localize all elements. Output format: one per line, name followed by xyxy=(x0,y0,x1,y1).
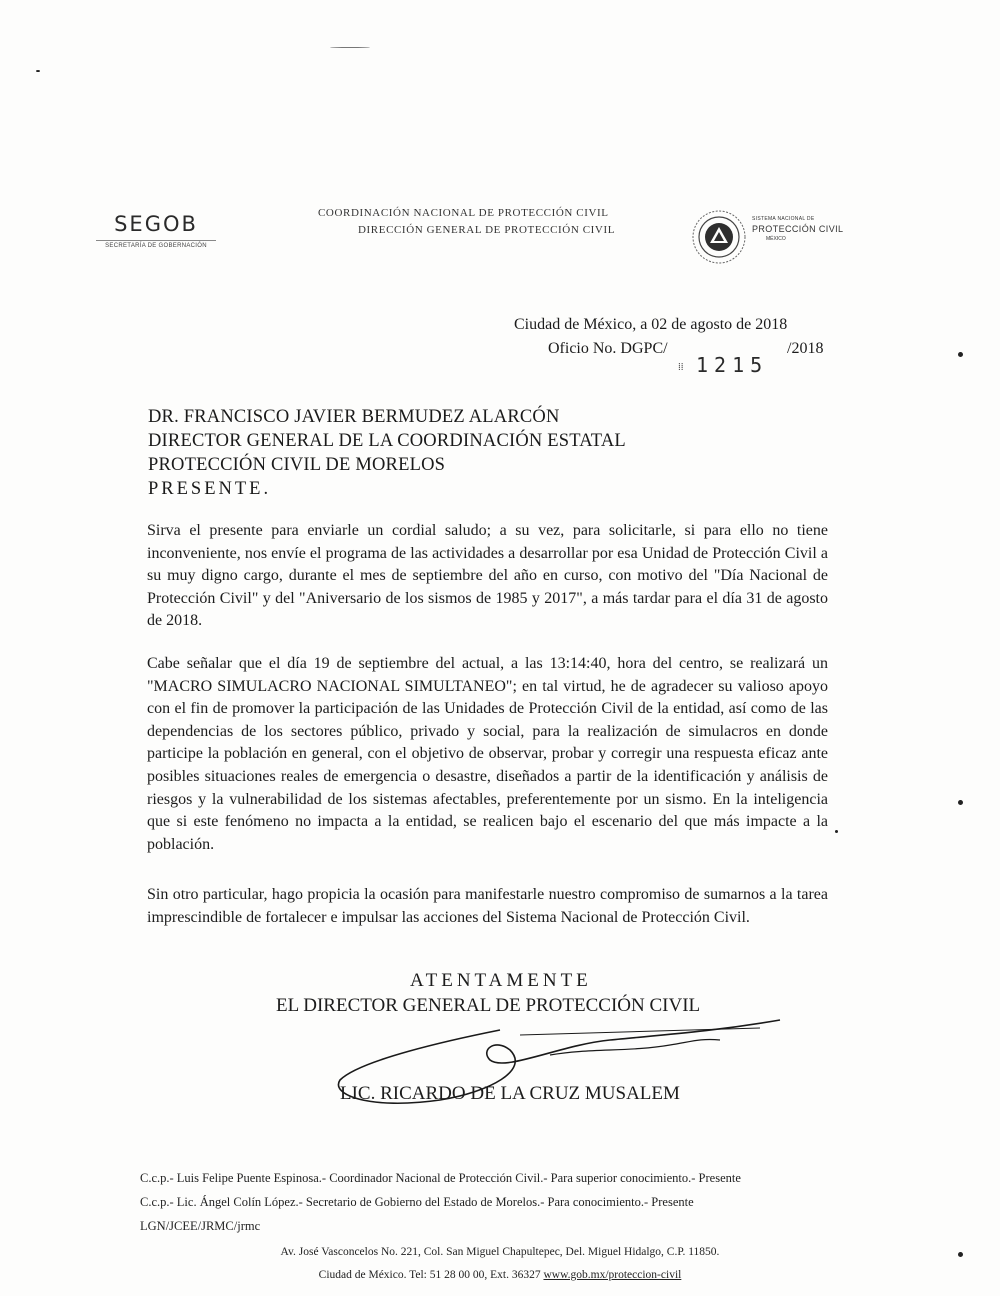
footer-website-link[interactable]: www.gob.mx/proteccion-civil xyxy=(543,1269,682,1281)
letterhead-agency xyxy=(318,207,658,236)
oficio-year: /2018 xyxy=(787,340,824,357)
scan-speck xyxy=(958,352,963,357)
scan-speck xyxy=(36,70,40,72)
addressee-name: DR. FRANCISCO JAVIER BERMUDEZ ALARCÓN xyxy=(148,407,560,427)
pc-logo-main: PROTECCIÓN CIVIL xyxy=(752,224,844,234)
addressee-title: DIRECTOR GENERAL DE LA COORDINACIÓN ESTATAL xyxy=(148,431,626,451)
proteccion-civil-seal-icon xyxy=(690,208,748,266)
cc-line-2: C.c.p.- Lic. Ángel Colín López.- Secretario de Gobierno del Estado de Morelos.- Para conocimiento.- Presente xyxy=(140,1195,694,1209)
presente-label: PRESENTE. xyxy=(148,479,272,499)
footer-address: Av. José Vasconcelos No. 221, Col. San Miguel Chapultepec, Del. Miguel Hidalgo, C.P. 11850. xyxy=(280,1246,720,1258)
proteccion-civil-logo xyxy=(752,216,862,242)
signer-title: EL DIRECTOR GENERAL DE PROTECCIÓN CIVIL xyxy=(276,995,701,1016)
closing-atentamente: ATENTAMENTE xyxy=(410,970,592,991)
pc-logo-small: SISTEMA NACIONAL DE xyxy=(752,216,815,222)
scan-speck xyxy=(958,800,963,805)
cc-initials: LGN/JCEE/JRMC/jrmc xyxy=(140,1219,261,1233)
date-line: Ciudad de México, a 02 de agosto de 2018 xyxy=(514,316,788,333)
segob-subtitle: SECRETARÍA DE GOBERNACIÓN xyxy=(96,240,216,249)
scan-speck xyxy=(958,1252,963,1257)
stamp-mark: ⁞⁞ xyxy=(678,362,684,373)
addressee-org: PROTECCIÓN CIVIL DE MORELOS xyxy=(148,455,446,475)
paragraph-request: Sirva el presente para enviarle un cordial saludo; a su vez, para solicitarle, si para ello no tiene inconveniente, nos envíe el programa de las actividades a desarrollar por esa Unidad de Protección Civil a su muy digno cargo, durante el mes de septiembre del año en curso, con motivo del "Día Nacional de Protección Civil" y del "Aniversario de los sismos de 1985 y 2017", a más tardar para el día 31 de agosto de 2018. xyxy=(147,522,828,630)
direction-line: DIRECCIÓN GENERAL DE PROTECCIÓN CIVIL xyxy=(358,224,616,236)
pc-logo-sub: MÉXICO xyxy=(766,236,786,242)
coordination-line: COORDINACIÓN NACIONAL DE PROTECCIÓN CIVIL xyxy=(318,207,609,219)
paragraph-closing: Sin otro particular, hago propicia la ocasión para manifestarle nuestro compromiso de sumarnos a la tarea imprescindible de fortalecer e impulsar las acciones del Sistema Nacional de Protección Civil. xyxy=(147,886,828,926)
footer-contact: Ciudad de México. Tel: 51 28 00 00, Ext. 36327 xyxy=(318,1269,541,1281)
scan-speck xyxy=(330,47,370,48)
scan-speck xyxy=(835,830,838,833)
segob-logo xyxy=(96,212,216,249)
segob-logo-text: SEGOB xyxy=(114,212,198,236)
oficio-prefix: Oficio No. DGPC/ xyxy=(548,340,668,357)
cc-line-1: C.c.p.- Luis Felipe Puente Espinosa.- Coordinador Nacional de Protección Civil.- Para superior conocimiento.- Presente xyxy=(140,1171,741,1185)
footer-contact-line xyxy=(240,1269,760,1281)
signer-name: LIC. RICARDO DE LA CRUZ MUSALEM xyxy=(340,1083,680,1104)
addressee-block xyxy=(148,405,626,501)
paragraph-simulacro: Cabe señalar que el día 19 de septiembre del actual, a las 13:14:40, hora del centro, se realizará un "MACRO SIMULACRO NACIONAL SIMULTANEO"; en tal virtud, he de agradecer su valioso apoyo con el fin de promover la participación de las Unidades de Protección Civil de la entidad, así como de las dependencias de los sectores público, privado y social, para la realización de simulacros en donde participe la población en general, con el objetivo de observar, probar y corregir una respuesta eficaz ante posibles situaciones reales de emergencia o desastre, diseñados a partir de la identificación y análisis de riesgos y la vulnerabilidad de los sistemas afectables, preferentemente por un sismo. En la inteligencia que si este fenómeno no impacta a la entidad, se realicen bajo el escenario del que más impacte a la población. xyxy=(147,655,828,853)
oficio-number: 1215 xyxy=(696,353,769,377)
